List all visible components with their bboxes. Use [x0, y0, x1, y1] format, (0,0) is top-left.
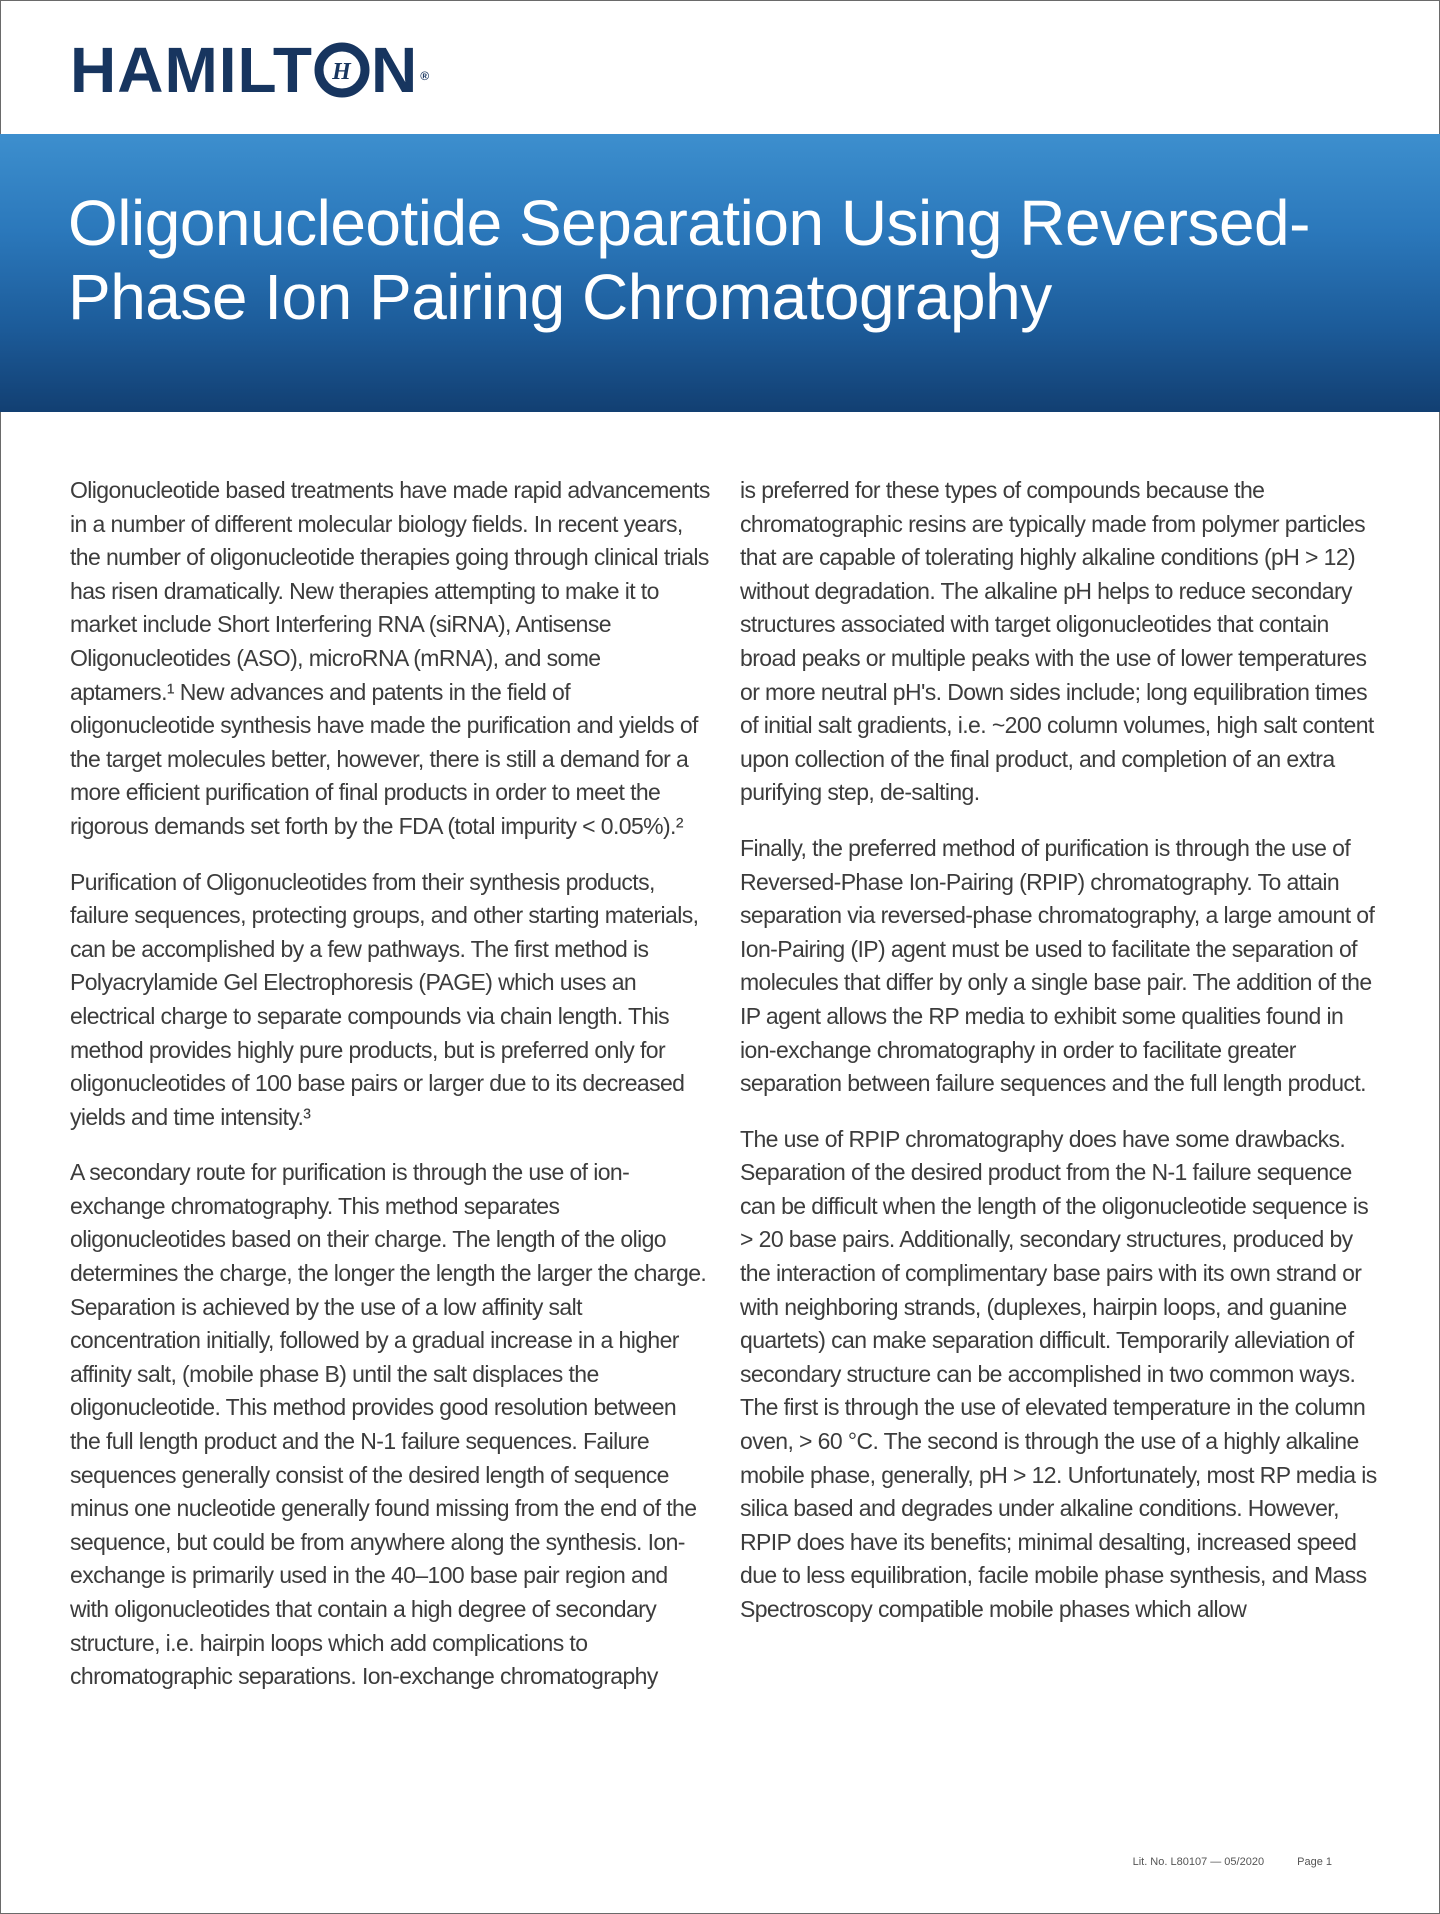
paragraph: The use of RPIP chromatography does have some drawbacks. Separation of the desired product from the N-1 failure sequence can be difficult when the length of the oligonucleotide sequence is > 20 base pairs. Additionally, secondary structures, produced by the interaction of complimentary base pairs with its own strand or with neighboring strands, (duplexes, hairpin loops, and guanine quartets) can make separation difficult. Temporarily alleviation of secondary structure can be accomplished in two common ways. The first is through the use of elevated temperature in the column oven, > 60 °C. The second is through the use of a highly alkaline mobile phase, generally, pH > 12. Unfortunately, most RP media is silica based and degrades under alkaline conditions. However, RPIP does have its benefits; minimal desalting, increased speed due to less equilibration, facile mobile phase synthesis, and Mass Spectroscopy compatible mobile phases which allow	[740, 1125, 1377, 1622]
hamilton-logo	[70, 34, 431, 106]
right-column	[740, 474, 1380, 1649]
page-number: Page 1	[1297, 1856, 1332, 1868]
logo-text-right: N	[370, 34, 419, 106]
document-title: Oligonucleotide Separation Using Reversed-Phase Ion Pairing Chromatography	[68, 187, 1310, 333]
left-column	[70, 474, 710, 1716]
hamilton-emblem-icon	[314, 42, 370, 98]
paragraph: is preferred for these types of compounds because the chromatographic resins are typically made from polymer particles that are capable of tolerating highly alkaline conditions (pH > 12) without degradation. The alkaline pH helps to reduce secondary structures associated with target oligonucleotides that contain broad peaks or multiple peaks with the use of lower temperatures or more neutral pH's. Down sides include; long equilibration times of initial salt gradients, i.e. ~200 column volumes, high salt content upon collection of the final product, and completion of an extra purifying step, de-salting.	[740, 477, 1374, 806]
paragraph: Oligonucleotide based treatments have made rapid advancements in a number of different molecular biology fields. In recent years, the number of oligonucleotide therapies going through clinical trials has risen dramatically. New therapies attempting to make it to market include Short Interfering RNA (siRNA), Antisense Oligonucleotides (ASO), microRNA (mRNA), and some aptamers.¹ New advances and patents in the field of oligonucleotide synthesis have made the purification and yields of the target molecules better, however, there is still a demand for a more efficient purification of final products in order to meet the rigorous demands set forth by the FDA (total impurity < 0.05%).²	[70, 477, 710, 839]
logo-text-left: HAMILT	[70, 34, 313, 106]
registered-mark: ®	[420, 69, 431, 83]
emblem-letter: H	[332, 59, 352, 85]
literature-number: Lit. No. L80107 — 05/2020	[1132, 1856, 1265, 1868]
page-footer	[1133, 1856, 1332, 1868]
paragraph: A secondary route for purification is through the use of ion-exchange chromatography. This method separates oligonucleotides based on their charge. The length of the oligo determines the charge, the longer the length the larger the charge. Separation is achieved by the use of a low affinity salt concentration initially, followed by a gradual increase in a higher affinity salt, (mobile phase B) until the salt displaces the oligonucleotide. This method provides good resolution between the full length product and the N-1 failure sequences. Failure sequences generally consist of the desired length of sequence minus one nucleotide generally found missing from the end of the sequence, but could be from anywhere along the synthesis. Ion-exchange is primarily used in the 40–100 base pair region and with oligonucleotides that contain a high degree of secondary structure, i.e. hairpin loops which add complications to chromatographic separations. Ion-exchange chromatography	[70, 1159, 707, 1690]
title-banner	[0, 134, 1440, 412]
paragraph: Purification of Oligonucleotides from their synthesis products, failure sequences, protecting groups, and other starting materials, can be accomplished by a few pathways. The first method is Polyacrylamide Gel Electrophoresis (PAGE) which uses an electrical charge to separate compounds via chain length. This method provides highly pure products, but is preferred only for oligonucleotides of 100 base pairs or larger due to its decreased yields and time intensity.³	[70, 868, 699, 1130]
paragraph: Finally, the preferred method of purification is through the use of Reversed-Phase Ion-Pairing (RPIP) chromatography. To attain separation via reversed-phase chromatography, a large amount of Ion-Pairing (IP) agent must be used to facilitate the separation of molecules that differ by only a single base pair. The addition of the IP agent allows the RP media to exhibit some qualities found in ion-exchange chromatography in order to facilitate greater separation between failure sequences and the full length product.	[740, 834, 1375, 1097]
